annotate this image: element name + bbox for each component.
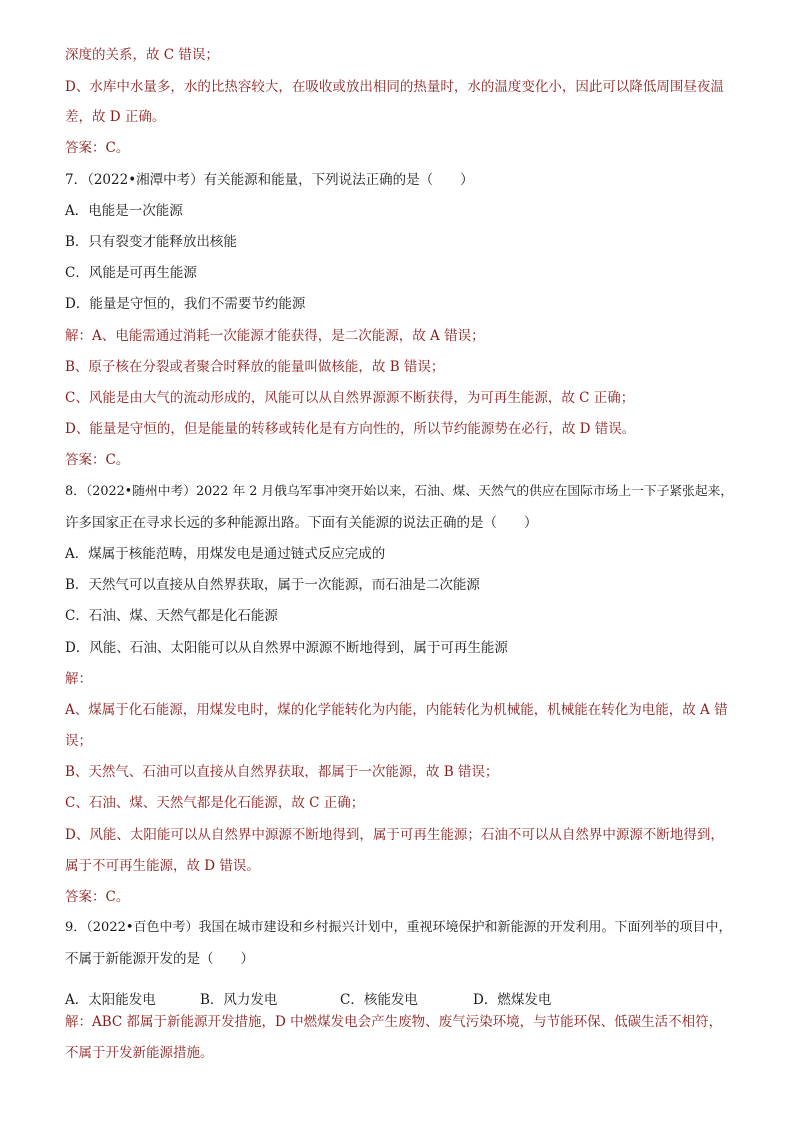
- text-line: 答案：C。: [65, 140, 130, 156]
- text-line: 属于不可再生能源，故 D 错误。: [65, 858, 260, 874]
- text-line: 差，故 D 正确。: [65, 109, 166, 125]
- text-line: 7．（2022•湘潭中考）有关能源和能量，下列说法正确的是（ ）: [65, 172, 474, 188]
- q9-option-c: C．核能发电: [340, 992, 418, 1008]
- text-line: C、风能是由大气的流动形成的，风能可以从自然界源源不断获得，为可再生能源，故 C 正确；: [65, 390, 635, 406]
- text-line: B．天然气可以直接从自然界获取，属于一次能源，而石油是二次能源: [65, 577, 480, 593]
- text-line: D、风能、太阳能可以从自然界中源源不断地得到，属于可再生能源；石油不可以从自然界中源源不断地得到，: [65, 827, 724, 843]
- text-line: 深度的关系，故 C 错误；: [65, 47, 219, 63]
- text-line: C、石油、煤、天然气都是化石能源，故 C 正确；: [65, 795, 365, 811]
- text-line: D、能量是守恒的，但是能量的转移或转化是有方向性的，所以节约能源势在必行，故 D 错误。: [65, 421, 636, 437]
- text-line: B、原子核在分裂或者聚合时释放的能量叫做核能，故 B 错误；: [65, 359, 445, 375]
- text-line: C．风能是可再生能源: [65, 265, 197, 281]
- q9-option-d: D．燃煤发电: [473, 992, 552, 1008]
- text-line: C．石油、煤、天然气都是化石能源: [65, 608, 278, 624]
- text-line: 8．（2022•随州中考）2022 年 2 月俄乌军事冲突开始以来，石油、煤、天然气的供应在国际市场上一下子紧张起来，: [65, 484, 734, 499]
- text-line: D、水库中水量多，水的比热容较大，在吸收或放出相同的热量时，水的温度变化小，因此可以降低周围昼夜温: [65, 79, 724, 95]
- text-line: 误；: [65, 733, 92, 749]
- text-line: D．风能、石油、太阳能可以从自然界中源源不断地得到，属于可再生能源: [65, 640, 508, 656]
- text-line: 答案：C。: [65, 452, 130, 468]
- text-line: 答案：C。: [65, 889, 130, 905]
- text-line: 不属于新能源开发的是（ ）: [65, 951, 254, 967]
- text-line: 9．（2022•百色中考）我国在城市建设和乡村振兴计划中，重视环境保护和新能源的开发利用。下面列举的项目中，: [65, 920, 732, 935]
- text-line: D．能量是守恒的，我们不需要节约能源: [65, 296, 306, 312]
- text-line: 解：: [65, 671, 92, 687]
- text-line: 解：ABC 都属于新能源开发措施，D 中燃煤发电会产生废物、废气污染环境，与节能环保、低碳生活不相符，: [65, 1014, 723, 1030]
- text-line: B．只有裂变才能释放出核能: [65, 234, 237, 250]
- q9-option-a: A．太阳能发电: [65, 992, 156, 1008]
- text-line: A、煤属于化石能源，用煤发电时，煤的化学能转化为内能，内能转化为机械能，机械能在转化为电能，故 A 错: [65, 702, 728, 718]
- text-line: A．煤属于核能范畴，用煤发电是通过链式反应完成的: [65, 546, 386, 562]
- q9-option-b: B．风力发电: [200, 992, 278, 1008]
- text-line: A．电能是一次能源: [65, 203, 183, 219]
- text-line: 不属于开发新能源措施。: [65, 1045, 214, 1061]
- text-line: 解：A、电能需通过消耗一次能源才能获得，是二次能源，故 A 错误；: [65, 328, 485, 344]
- text-line: 许多国家正在寻求长远的多种能源出路。下面有关能源的说法正确的是（ ）: [65, 515, 538, 531]
- text-line: B、天然气、石油可以直接从自然界获取，都属于一次能源，故 B 错误；: [65, 764, 499, 780]
